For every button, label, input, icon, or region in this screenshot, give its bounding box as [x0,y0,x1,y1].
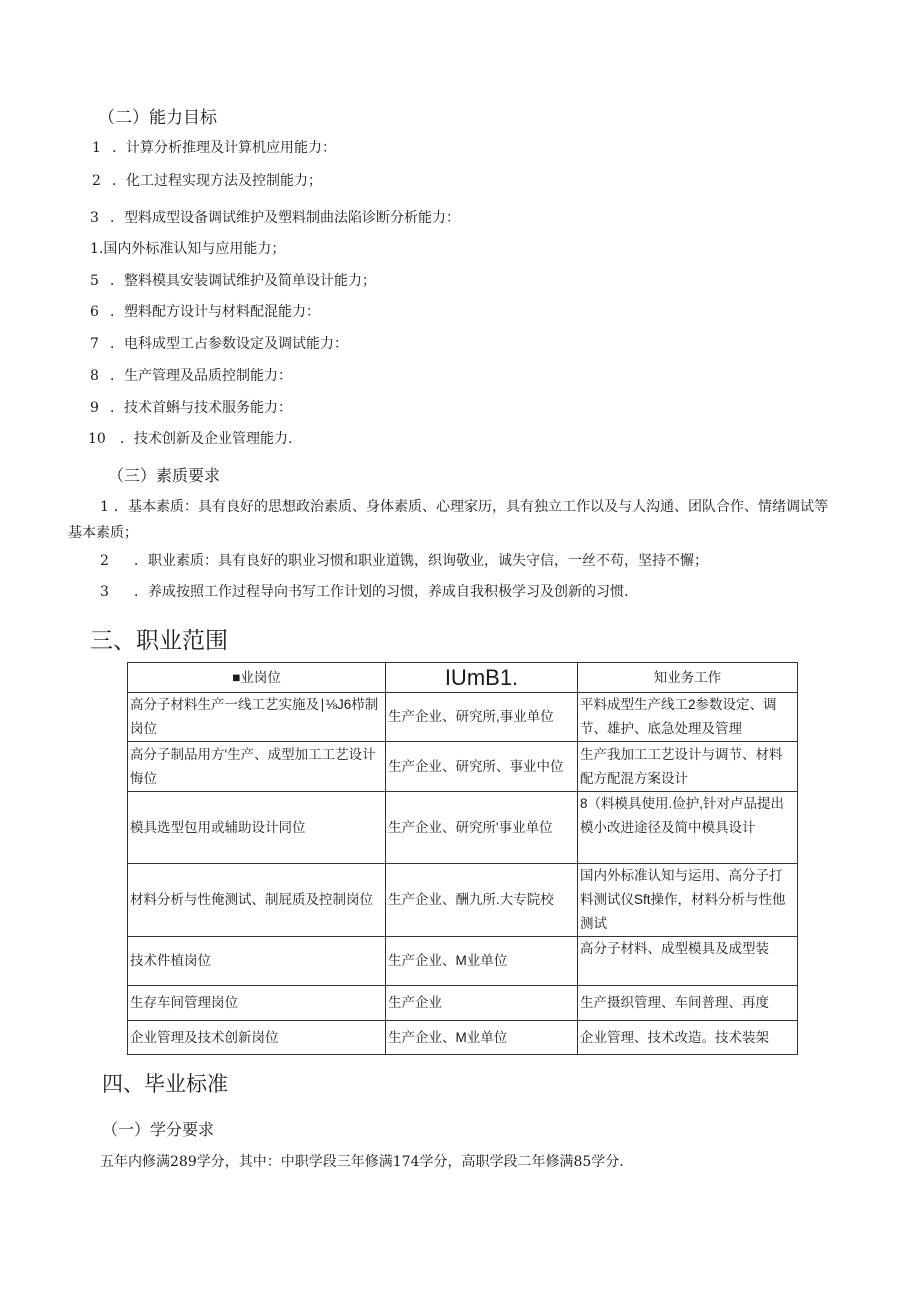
table-cell: 模具选型包用或辅助设计同位 [128,792,386,864]
table-cell: 高分子制品用方'生产、成型加工工艺设计悔位 [128,742,386,792]
ability-item: 10 ．技术创新及企业管理能力. [88,431,293,447]
graduation-heading: 四、毕业标准 [102,1073,228,1096]
table-cell: 企业管理、技术改造。技术装架 [578,1021,798,1055]
quality-heading: （三）素质要求 [108,468,221,485]
table-cell: 企业管理及技术创新岗位 [128,1021,386,1055]
table-cell: 生产企业、M业单位 [386,1021,578,1055]
table-cell: 生产企业、研究所,事业单位 [386,693,578,742]
table-cell: 8（料模具使用.俭护,针对卢品提出模小改进途径及简中模具设计 [578,792,798,864]
table-cell: 平料成型生产线工2参数设定、调节、雄护、底急处理及管理 [578,693,798,742]
table-row [128,1021,798,1055]
ability-item: 1.国内外标准认知与应用能力； [90,241,286,257]
quality-item: 1 ．基本素质：具有良好的思想政治素质、身体素质、心理家历，具有独立工作以及与人沟通、团队合作、情绪调试等 [100,499,828,515]
ability-item: 2 ．化工过程实现方法及控制能力； [92,173,322,189]
ability-item: 1 ．计算分析推理及计算机应用能力： [92,140,336,156]
ability-item: 9 ．技术首蝌与技术服务能力： [90,400,292,416]
table-cell: 生产企业、研究所、事业中位 [386,742,578,792]
credit-requirement: 五年内修满289学分，其中：中职学段三年修满174学分，高职学段二年修满85学分. [100,1154,624,1170]
quality-item: 3 ．养成按照工作过程导向书写工作计划的习惯，养成自我积极学习及创新的习惯. [100,584,629,600]
ability-item: 6 ．塑料配方设计与材料配混能力： [90,304,320,320]
table-row [128,792,798,864]
table-cell: 高分子材料生产一线工艺实施及∣⅛J6栉制岗位 [128,693,386,742]
table-row [128,864,798,937]
ability-item: 3 ．型料成型设备调试维护及塑料制曲法陷诊断分析能力： [90,210,460,226]
table-cell: 高分子材料、成型模具及成型装 [578,937,798,986]
table-cell: 生产企业、研究所'事业单位 [386,792,578,864]
quality-item: 2 ．职业素质：具有良好的职业习惯和职业道镌，织询敬业，诚失守信，一丝不苟，坚持不懈； [100,553,708,569]
column-header: ■业岗位 [128,663,386,693]
table-row [128,986,798,1021]
credit-heading: （一）学分要求 [102,1122,215,1139]
column-header: 知业务工作 [578,663,798,693]
table-cell: 技术件植岗位 [128,937,386,986]
ability-heading: （二）能力目标 [98,108,217,127]
table-cell: 生产企业 [386,986,578,1021]
table-cell: 生产我加工工艺设计与调节、材料配方配混方案设计 [578,742,798,792]
career-heading: 三、职业范围 [90,627,228,653]
table-cell: 生产企业、酬九所.大专院校 [386,864,578,937]
table-cell: 生存车间管理岗位 [128,986,386,1021]
career-table [127,662,798,1055]
table-cell: 生产企业、M业单位 [386,937,578,986]
table-cell: 材料分析与性俺测试、制屁质及控制岗位 [128,864,386,937]
table-header-row [128,663,798,693]
column-header: IUmB1. [386,663,578,693]
table-row [128,742,798,792]
ability-item: 5 ．整料模具安装调试维护及简单设计能力； [90,273,376,289]
ability-item: 7 ．电科成型工占参数设定及调试能力： [90,336,348,352]
quality-item-cont: 基本素质； [68,525,138,541]
table-cell: 国内外标准认知与运用、高分子打料测试仪Sft操作，材料分析与性他测试 [578,864,798,937]
ability-item: 8 ．生产管理及品质控制能力： [90,368,292,384]
table-row [128,693,798,742]
table-cell: 生产摄织管理、车间普理、再度 [578,986,798,1021]
table-row [128,937,798,986]
